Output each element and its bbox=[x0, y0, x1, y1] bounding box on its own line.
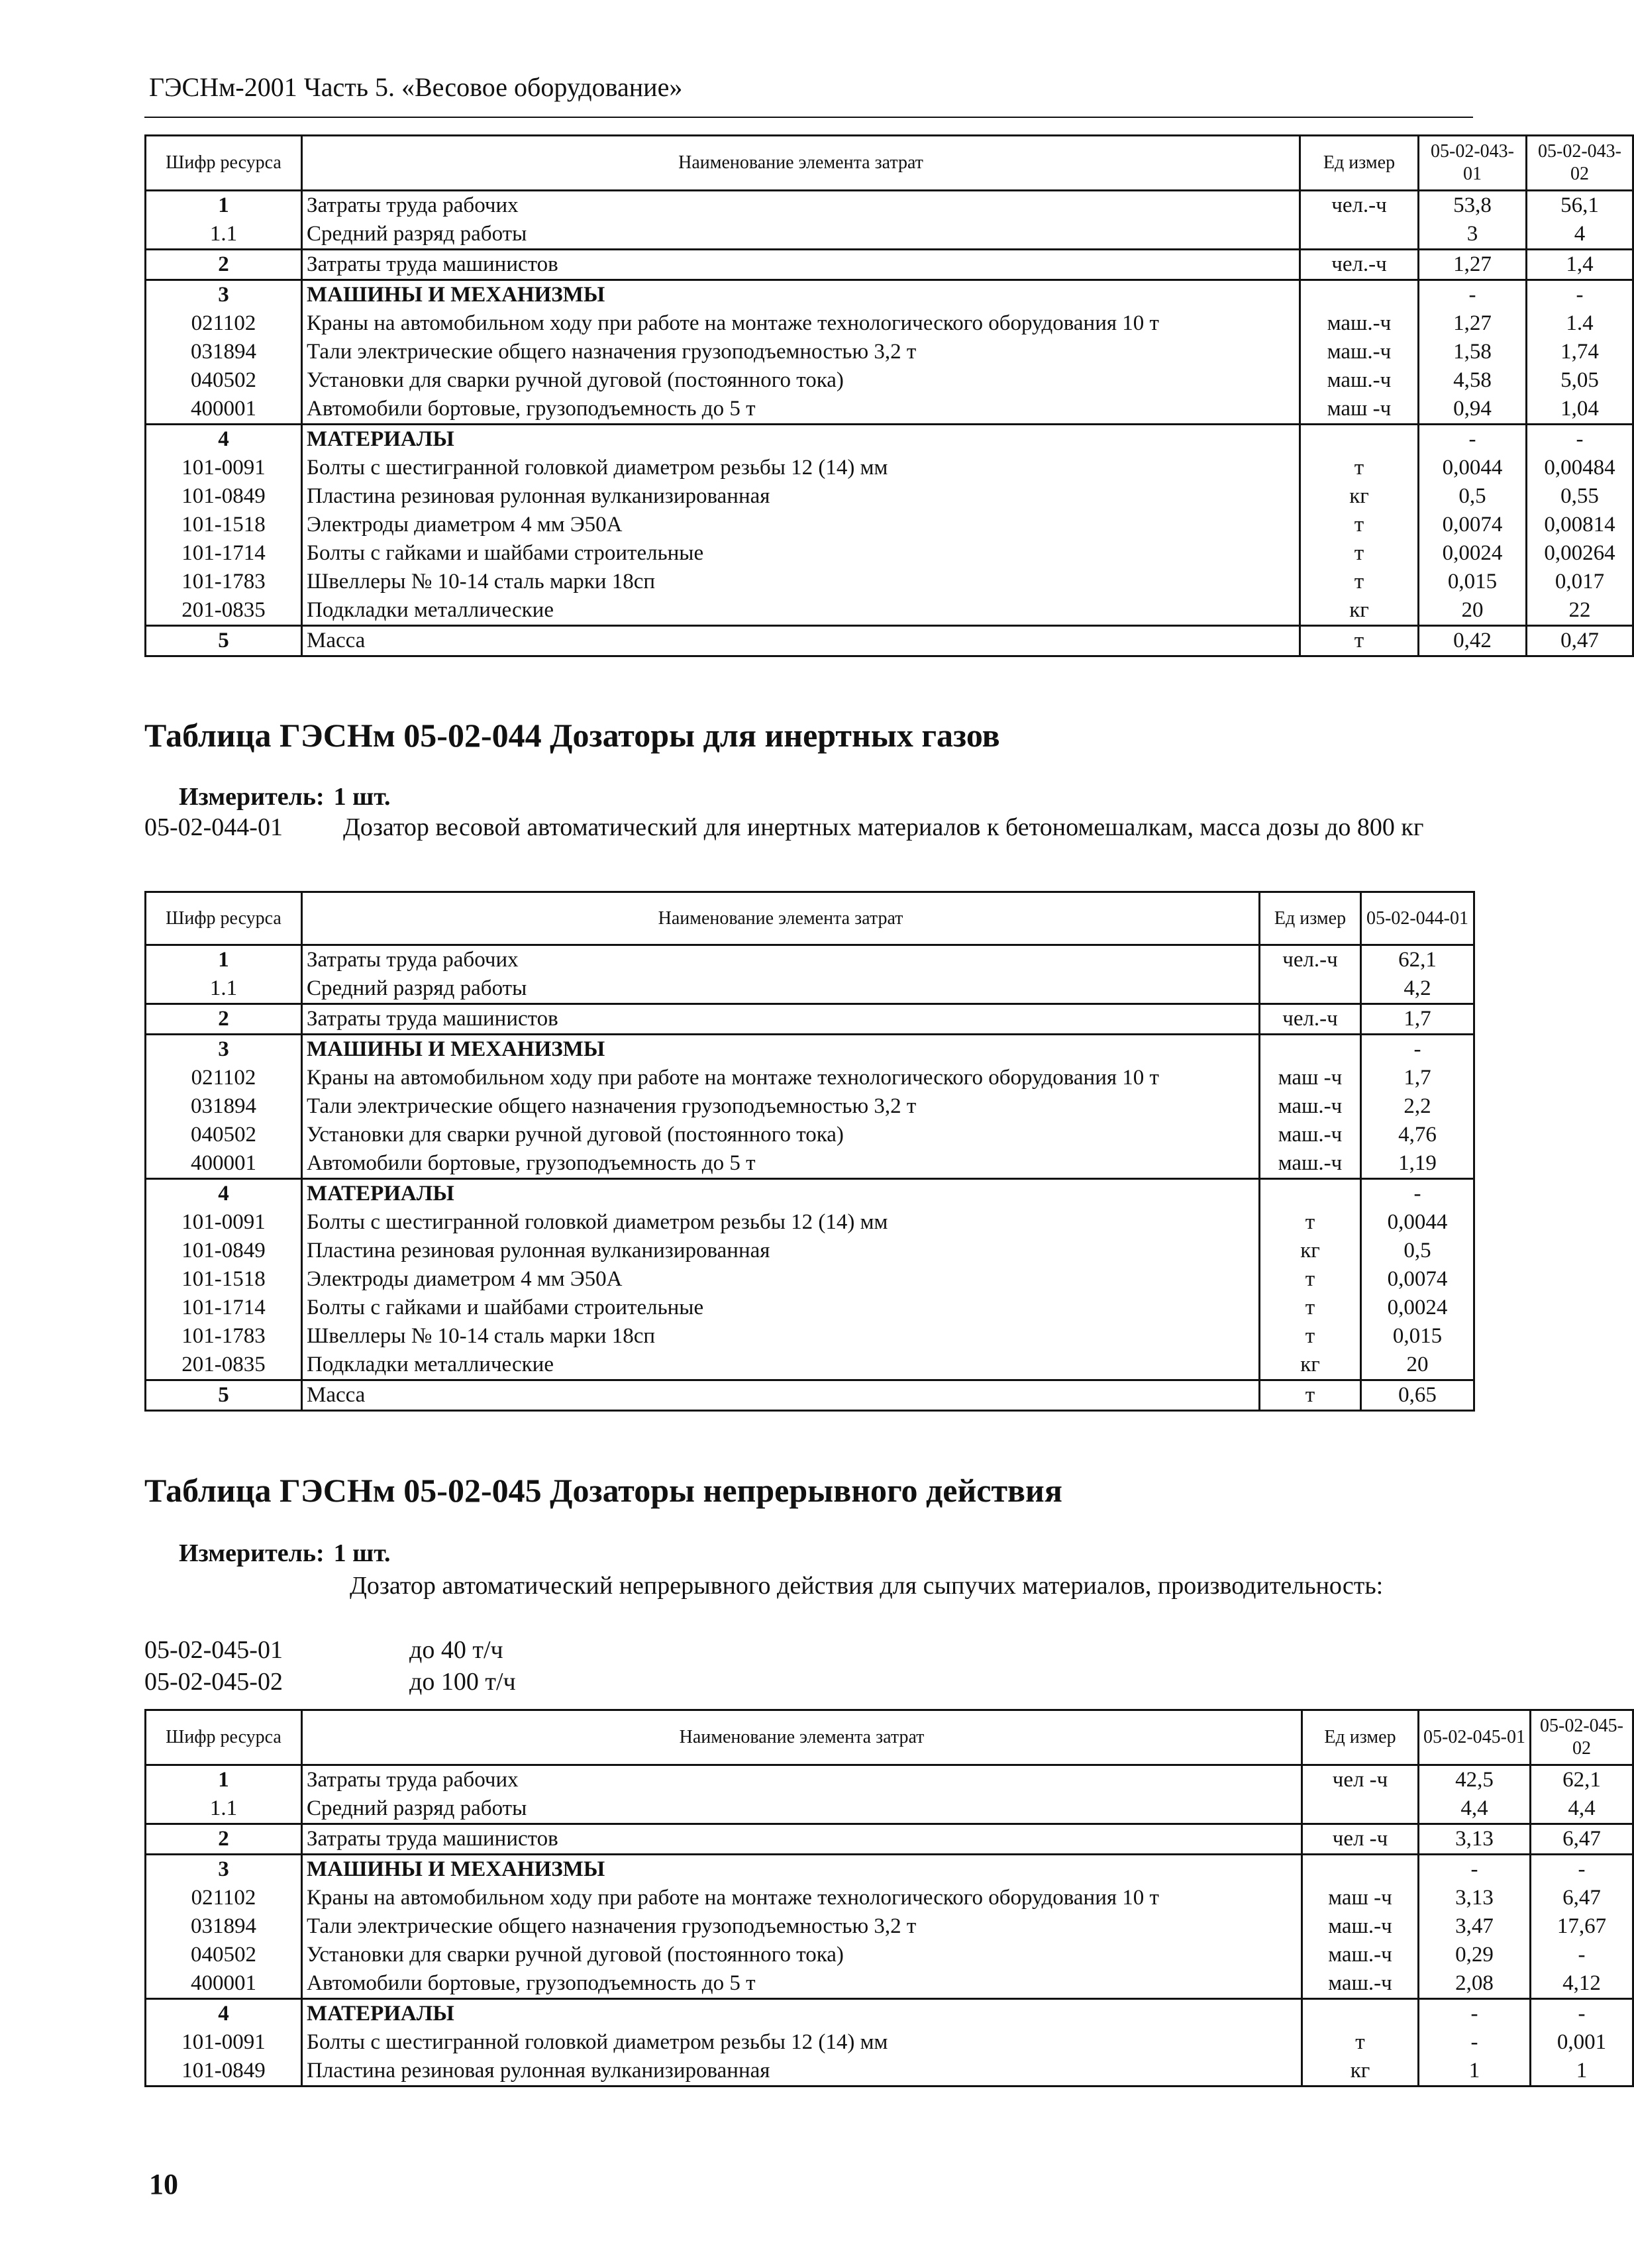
resource-name: Тали электрические общего назначения грузоподъемностью 3,2 т bbox=[302, 1912, 1302, 1941]
resource-code: 1.1 bbox=[146, 220, 302, 250]
norm-value: 4 bbox=[1527, 220, 1633, 250]
table-row bbox=[146, 366, 1633, 395]
norm-value: 0,5 bbox=[1361, 1237, 1474, 1265]
table-row bbox=[146, 1855, 1633, 1884]
table-row bbox=[146, 596, 1633, 626]
resource-name: МАШИНЫ И МЕХАНИЗМЫ bbox=[302, 280, 1300, 310]
table-row bbox=[146, 1969, 1633, 1999]
table-row bbox=[146, 1149, 1474, 1179]
unit-of-measure: т bbox=[1300, 511, 1419, 539]
norm-value: 1,4 bbox=[1527, 250, 1633, 280]
resource-name: Затраты труда машинистов bbox=[302, 1824, 1302, 1855]
norm-value: 1,27 bbox=[1419, 309, 1527, 338]
table-row bbox=[146, 1380, 1474, 1411]
table-row bbox=[146, 1912, 1633, 1941]
unit-of-measure: кг bbox=[1300, 482, 1419, 511]
table-row bbox=[146, 1237, 1474, 1265]
norm-value: 6,47 bbox=[1531, 1824, 1633, 1855]
table-row bbox=[146, 280, 1633, 310]
unit-of-measure bbox=[1302, 1794, 1419, 1824]
resource-table-045 bbox=[144, 1709, 1634, 2087]
norm-value: - bbox=[1419, 2028, 1531, 2057]
table-row bbox=[146, 1941, 1633, 1969]
table-row bbox=[146, 1322, 1474, 1351]
resource-name: Масса bbox=[302, 626, 1300, 656]
item-code: 05-02-045-02 bbox=[144, 1668, 283, 1696]
resource-name: Краны на автомобильном ходу при работе на монтаже технологического оборудования 10 т bbox=[302, 1064, 1260, 1092]
table-row bbox=[146, 511, 1633, 539]
resource-name: Затраты труда машинистов bbox=[302, 250, 1300, 280]
resource-code: 5 bbox=[146, 626, 302, 656]
norm-value: 42,5 bbox=[1419, 1765, 1531, 1795]
norm-value: 0,00484 bbox=[1527, 454, 1633, 482]
resource-table-044 bbox=[144, 891, 1475, 1412]
table-row bbox=[146, 974, 1474, 1004]
norm-value: 1 bbox=[1419, 2057, 1531, 2087]
item-code: 05-02-045-01 bbox=[144, 1636, 283, 1664]
measure-label: Измеритель: bbox=[179, 1539, 325, 1567]
resource-code: 031894 bbox=[146, 1912, 302, 1941]
norm-value: - bbox=[1531, 1941, 1633, 1969]
unit-of-measure: маш.-ч bbox=[1260, 1149, 1361, 1179]
unit-of-measure: т bbox=[1260, 1208, 1361, 1237]
column-header-norm: 05-02-043-02 bbox=[1527, 136, 1633, 191]
norm-value: 4,58 bbox=[1419, 366, 1527, 395]
resource-name: Тали электрические общего назначения грузоподъемностью 3,2 т bbox=[302, 1092, 1260, 1121]
unit-of-measure bbox=[1300, 425, 1419, 454]
resource-code: 5 bbox=[146, 1380, 302, 1411]
table-row bbox=[146, 1794, 1633, 1824]
norm-value: 0,0044 bbox=[1361, 1208, 1474, 1237]
measure-label: Измеритель: bbox=[179, 783, 325, 811]
norm-value: 0,001 bbox=[1531, 2028, 1633, 2057]
unit-of-measure: т bbox=[1300, 539, 1419, 568]
table-row bbox=[146, 191, 1633, 221]
table-row bbox=[146, 309, 1633, 338]
norm-value: 3,13 bbox=[1419, 1824, 1531, 1855]
table-row bbox=[146, 1884, 1633, 1912]
norm-value: 1.4 bbox=[1527, 309, 1633, 338]
resource-name: Пластина резиновая рулонная вулканизированная bbox=[302, 1237, 1260, 1265]
column-header-norm: 05-02-043-01 bbox=[1419, 136, 1527, 191]
norm-value: - bbox=[1419, 280, 1527, 310]
unit-of-measure bbox=[1260, 1179, 1361, 1209]
norm-value: 20 bbox=[1419, 596, 1527, 626]
norm-value: 1,04 bbox=[1527, 395, 1633, 425]
resource-name: Тали электрические общего назначения грузоподъемностью 3,2 т bbox=[302, 338, 1300, 366]
table-row bbox=[146, 1004, 1474, 1035]
norm-value: - bbox=[1531, 1999, 1633, 2029]
resource-name: Краны на автомобильном ходу при работе на монтаже технологического оборудования 10 т bbox=[302, 1884, 1302, 1912]
table-row bbox=[146, 425, 1633, 454]
unit-of-measure: т bbox=[1300, 626, 1419, 656]
resource-name: Электроды диаметром 4 мм Э50А bbox=[302, 511, 1300, 539]
resource-code: 040502 bbox=[146, 366, 302, 395]
unit-of-measure: чел.-ч bbox=[1300, 191, 1419, 221]
norm-value: 2,08 bbox=[1419, 1969, 1531, 1999]
resource-name: Болты с шестигранной головкой диаметром резьбы 12 (14) мм bbox=[302, 1208, 1260, 1237]
norm-value: 3,47 bbox=[1419, 1912, 1531, 1941]
unit-of-measure: маш.-ч bbox=[1302, 1969, 1419, 1999]
norm-value: 20 bbox=[1361, 1351, 1474, 1380]
resource-name: МАТЕРИАЛЫ bbox=[302, 1999, 1302, 2029]
unit-of-measure: кг bbox=[1300, 596, 1419, 626]
resource-code: 1.1 bbox=[146, 974, 302, 1004]
running-header: ГЭСНм-2001 Часть 5. «Весовое оборудование» bbox=[149, 72, 683, 102]
unit-of-measure: маш.-ч bbox=[1300, 309, 1419, 338]
column-header-code: Шифр ресурса bbox=[146, 136, 302, 191]
unit-of-measure: т bbox=[1260, 1322, 1361, 1351]
resource-code: 1 bbox=[146, 1765, 302, 1795]
resource-name: Швеллеры № 10-14 сталь марки 18сп bbox=[302, 1322, 1260, 1351]
unit-of-measure bbox=[1302, 1999, 1419, 2029]
item-description: Дозатор весовой автоматический для инертных материалов к бетономешалкам, масса дозы до 800 кг bbox=[343, 813, 1424, 841]
resource-name: Установки для сварки ручной дуговой (постоянного тока) bbox=[302, 1121, 1260, 1149]
resource-code: 040502 bbox=[146, 1121, 302, 1149]
resource-code: 2 bbox=[146, 1824, 302, 1855]
resource-name: Затраты труда рабочих bbox=[302, 945, 1260, 975]
resource-name: Болты с шестигранной головкой диаметром резьбы 12 (14) мм bbox=[302, 454, 1300, 482]
column-header-unit: Ед измер bbox=[1260, 892, 1361, 945]
unit-of-measure bbox=[1260, 974, 1361, 1004]
item-description: Дозатор автоматический непрерывного действия для сыпучих материалов, производительность: bbox=[350, 1572, 1384, 1600]
table-row bbox=[146, 2028, 1633, 2057]
norm-value: 62,1 bbox=[1531, 1765, 1633, 1795]
norm-value: 1,74 bbox=[1527, 338, 1633, 366]
table-row bbox=[146, 482, 1633, 511]
unit-of-measure: маш.-ч bbox=[1300, 366, 1419, 395]
column-header-name: Наименование элемента затрат bbox=[302, 136, 1300, 191]
unit-of-measure: маш -ч bbox=[1300, 395, 1419, 425]
unit-of-measure: кг bbox=[1302, 2057, 1419, 2087]
resource-code: 201-0835 bbox=[146, 596, 302, 626]
norm-value: 0,55 bbox=[1527, 482, 1633, 511]
table-row bbox=[146, 945, 1474, 975]
norm-value: 17,67 bbox=[1531, 1912, 1633, 1941]
norm-value: 1,58 bbox=[1419, 338, 1527, 366]
table-row bbox=[146, 1999, 1633, 2029]
resource-code: 101-1783 bbox=[146, 568, 302, 596]
resource-code: 1 bbox=[146, 191, 302, 221]
table-row bbox=[146, 1208, 1474, 1237]
norm-value: 1,7 bbox=[1361, 1064, 1474, 1092]
table-row bbox=[146, 2057, 1633, 2087]
resource-name: Масса bbox=[302, 1380, 1260, 1411]
page-number: 10 bbox=[149, 2168, 178, 2200]
table-title: Таблица ГЭСНм 05-02-045 Дозаторы непрерывного действия bbox=[144, 1472, 1062, 1509]
resource-code: 2 bbox=[146, 250, 302, 280]
norm-value: 0,017 bbox=[1527, 568, 1633, 596]
resource-code: 101-1783 bbox=[146, 1322, 302, 1351]
resource-name: Пластина резиновая рулонная вулканизированная bbox=[302, 482, 1300, 511]
table-row bbox=[146, 1265, 1474, 1294]
resource-name: Краны на автомобильном ходу при работе на монтаже технологического оборудования 10 т bbox=[302, 309, 1300, 338]
norm-value: - bbox=[1527, 280, 1633, 310]
resource-code: 400001 bbox=[146, 1149, 302, 1179]
resource-name: МАТЕРИАЛЫ bbox=[302, 425, 1300, 454]
resource-code: 4 bbox=[146, 425, 302, 454]
norm-value: 0,29 bbox=[1419, 1941, 1531, 1969]
resource-code: 101-1518 bbox=[146, 1265, 302, 1294]
norm-value: 0,65 bbox=[1361, 1380, 1474, 1411]
norm-value: 1,27 bbox=[1419, 250, 1527, 280]
norm-value: 0,5 bbox=[1419, 482, 1527, 511]
resource-code: 101-0849 bbox=[146, 482, 302, 511]
column-header-code: Шифр ресурса bbox=[146, 892, 302, 945]
resource-name: МАТЕРИАЛЫ bbox=[302, 1179, 1260, 1209]
resource-code: 400001 bbox=[146, 395, 302, 425]
norm-value: 1,19 bbox=[1361, 1149, 1474, 1179]
norm-value: 0,0074 bbox=[1419, 511, 1527, 539]
resource-name: Пластина резиновая рулонная вулканизированная bbox=[302, 2057, 1302, 2087]
column-header-norm: 05-02-045-02 bbox=[1531, 1710, 1633, 1765]
resource-code: 101-0091 bbox=[146, 1208, 302, 1237]
table-row bbox=[146, 1064, 1474, 1092]
resource-code: 4 bbox=[146, 1999, 302, 2029]
norm-value: 4,2 bbox=[1361, 974, 1474, 1004]
norm-value: 0,0024 bbox=[1419, 539, 1527, 568]
unit-of-measure bbox=[1302, 1855, 1419, 1884]
norm-value: 53,8 bbox=[1419, 191, 1527, 221]
norm-value: - bbox=[1419, 425, 1527, 454]
resource-name: Электроды диаметром 4 мм Э50А bbox=[302, 1265, 1260, 1294]
resource-code: 101-0849 bbox=[146, 2057, 302, 2087]
resource-code: 3 bbox=[146, 280, 302, 310]
resource-code: 031894 bbox=[146, 338, 302, 366]
resource-code: 1.1 bbox=[146, 1794, 302, 1824]
norm-value: 62,1 bbox=[1361, 945, 1474, 975]
resource-name: Затраты труда рабочих bbox=[302, 191, 1300, 221]
table-row bbox=[146, 568, 1633, 596]
unit-of-measure: кг bbox=[1260, 1351, 1361, 1380]
unit-of-measure: т bbox=[1260, 1265, 1361, 1294]
unit-of-measure: т bbox=[1300, 568, 1419, 596]
resource-name: Подкладки металлические bbox=[302, 596, 1300, 626]
resource-code: 040502 bbox=[146, 1941, 302, 1969]
resource-code: 101-0091 bbox=[146, 454, 302, 482]
resource-name: Болты с гайками и шайбами строительные bbox=[302, 539, 1300, 568]
resource-code: 021102 bbox=[146, 309, 302, 338]
resource-name: Болты с гайками и шайбами строительные bbox=[302, 1294, 1260, 1322]
norm-value: 56,1 bbox=[1527, 191, 1633, 221]
resource-code: 1 bbox=[146, 945, 302, 975]
unit-of-measure: чел -ч bbox=[1302, 1824, 1419, 1855]
resource-name: Затраты труда машинистов bbox=[302, 1004, 1260, 1035]
norm-value: 5,05 bbox=[1527, 366, 1633, 395]
table-row bbox=[146, 626, 1633, 656]
table-row bbox=[146, 1294, 1474, 1322]
norm-value: 0,42 bbox=[1419, 626, 1527, 656]
norm-value: 1 bbox=[1531, 2057, 1633, 2087]
resource-name: Швеллеры № 10-14 сталь марки 18сп bbox=[302, 568, 1300, 596]
norm-value: 2,2 bbox=[1361, 1092, 1474, 1121]
unit-of-measure: маш.-ч bbox=[1260, 1121, 1361, 1149]
resource-name: Автомобили бортовые, грузоподъемность до 5 т bbox=[302, 1149, 1260, 1179]
table-row bbox=[146, 1824, 1633, 1855]
unit-of-measure: т bbox=[1260, 1294, 1361, 1322]
header-rule bbox=[144, 117, 1473, 118]
unit-of-measure: кг bbox=[1260, 1237, 1361, 1265]
resource-code: 3 bbox=[146, 1035, 302, 1064]
unit-of-measure bbox=[1260, 1035, 1361, 1064]
resource-code: 101-0091 bbox=[146, 2028, 302, 2057]
norm-value: 3 bbox=[1419, 220, 1527, 250]
table-row bbox=[146, 250, 1633, 280]
resource-code: 031894 bbox=[146, 1092, 302, 1121]
unit-of-measure: маш.-ч bbox=[1302, 1941, 1419, 1969]
norm-value: 0,00814 bbox=[1527, 511, 1633, 539]
resource-code: 021102 bbox=[146, 1884, 302, 1912]
resource-name: Средний разряд работы bbox=[302, 1794, 1302, 1824]
table-row bbox=[146, 1092, 1474, 1121]
unit-of-measure: т bbox=[1300, 454, 1419, 482]
unit-of-measure: маш -ч bbox=[1260, 1064, 1361, 1092]
resource-code: 021102 bbox=[146, 1064, 302, 1092]
resource-code: 101-1714 bbox=[146, 539, 302, 568]
unit-of-measure: маш -ч bbox=[1302, 1884, 1419, 1912]
norm-value: 4,76 bbox=[1361, 1121, 1474, 1149]
resource-code: 4 bbox=[146, 1179, 302, 1209]
item-variant: до 100 т/ч bbox=[409, 1668, 516, 1696]
unit-of-measure: чел.-ч bbox=[1260, 945, 1361, 975]
unit-of-measure: т bbox=[1302, 2028, 1419, 2057]
table-row bbox=[146, 539, 1633, 568]
norm-value: 3,13 bbox=[1419, 1884, 1531, 1912]
table-title: Таблица ГЭСНм 05-02-044 Дозаторы для инертных газов bbox=[144, 717, 1000, 754]
column-header-norm: 05-02-045-01 bbox=[1419, 1710, 1531, 1765]
unit-of-measure: маш.-ч bbox=[1302, 1912, 1419, 1941]
table-row bbox=[146, 395, 1633, 425]
norm-value: 0,47 bbox=[1527, 626, 1633, 656]
resource-name: Болты с шестигранной головкой диаметром резьбы 12 (14) мм bbox=[302, 2028, 1302, 2057]
column-header-name: Наименование элемента затрат bbox=[302, 1710, 1302, 1765]
resource-name: Подкладки металлические bbox=[302, 1351, 1260, 1380]
resource-name: Автомобили бортовые, грузоподъемность до 5 т bbox=[302, 1969, 1302, 1999]
norm-value: - bbox=[1527, 425, 1633, 454]
norm-value: 0,00264 bbox=[1527, 539, 1633, 568]
column-header-norm: 05-02-044-01 bbox=[1361, 892, 1474, 945]
resource-name: Средний разряд работы bbox=[302, 974, 1260, 1004]
resource-name: Затраты труда рабочих bbox=[302, 1765, 1302, 1795]
resource-code: 2 bbox=[146, 1004, 302, 1035]
table-row bbox=[146, 454, 1633, 482]
measure-value: 1 шт. bbox=[333, 1539, 391, 1567]
measure-line bbox=[179, 1538, 391, 1569]
resource-table-043 bbox=[144, 134, 1634, 657]
resource-name: Установки для сварки ручной дуговой (постоянного тока) bbox=[302, 1941, 1302, 1969]
norm-value: 0,0024 bbox=[1361, 1294, 1474, 1322]
unit-of-measure: чел -ч bbox=[1302, 1765, 1419, 1795]
unit-of-measure: чел.-ч bbox=[1260, 1004, 1361, 1035]
resource-name: Средний разряд работы bbox=[302, 220, 1300, 250]
norm-value: 0,0074 bbox=[1361, 1265, 1474, 1294]
column-header-unit: Ед измер bbox=[1302, 1710, 1419, 1765]
norm-value: 0,015 bbox=[1361, 1322, 1474, 1351]
norm-value: 4,4 bbox=[1419, 1794, 1531, 1824]
measure-line bbox=[179, 782, 391, 812]
item-code: 05-02-044-01 bbox=[144, 813, 283, 841]
column-header-name: Наименование элемента затрат bbox=[302, 892, 1260, 945]
resource-code: 101-1518 bbox=[146, 511, 302, 539]
norm-value: - bbox=[1419, 1999, 1531, 2029]
resource-name: Установки для сварки ручной дуговой (постоянного тока) bbox=[302, 366, 1300, 395]
norm-value: - bbox=[1361, 1179, 1474, 1209]
table-row bbox=[146, 1179, 1474, 1209]
measure-value: 1 шт. bbox=[333, 783, 391, 811]
table-row bbox=[146, 1035, 1474, 1064]
norm-value: - bbox=[1531, 1855, 1633, 1884]
column-header-unit: Ед измер bbox=[1300, 136, 1419, 191]
resource-code: 201-0835 bbox=[146, 1351, 302, 1380]
resource-code: 3 bbox=[146, 1855, 302, 1884]
table-row bbox=[146, 1121, 1474, 1149]
table-row bbox=[146, 338, 1633, 366]
table-row bbox=[146, 1351, 1474, 1380]
resource-name: МАШИНЫ И МЕХАНИЗМЫ bbox=[302, 1035, 1260, 1064]
unit-of-measure: маш.-ч bbox=[1300, 338, 1419, 366]
norm-value: 6,47 bbox=[1531, 1884, 1633, 1912]
column-header-code: Шифр ресурса bbox=[146, 1710, 302, 1765]
norm-value: - bbox=[1419, 1855, 1531, 1884]
norm-value: 0,0044 bbox=[1419, 454, 1527, 482]
norm-value: 22 bbox=[1527, 596, 1633, 626]
unit-of-measure bbox=[1300, 220, 1419, 250]
norm-value: 4,4 bbox=[1531, 1794, 1633, 1824]
unit-of-measure: чел.-ч bbox=[1300, 250, 1419, 280]
unit-of-measure: маш.-ч bbox=[1260, 1092, 1361, 1121]
norm-value: 0,94 bbox=[1419, 395, 1527, 425]
norm-value: 4,12 bbox=[1531, 1969, 1633, 1999]
resource-name: Автомобили бортовые, грузоподъемность до 5 т bbox=[302, 395, 1300, 425]
unit-of-measure: т bbox=[1260, 1380, 1361, 1411]
norm-value: 1,7 bbox=[1361, 1004, 1474, 1035]
resource-name: МАШИНЫ И МЕХАНИЗМЫ bbox=[302, 1855, 1302, 1884]
norm-value: - bbox=[1361, 1035, 1474, 1064]
table-row bbox=[146, 220, 1633, 250]
norm-value: 0,015 bbox=[1419, 568, 1527, 596]
resource-code: 400001 bbox=[146, 1969, 302, 1999]
resource-code: 101-1714 bbox=[146, 1294, 302, 1322]
table-row bbox=[146, 1765, 1633, 1795]
resource-code: 101-0849 bbox=[146, 1237, 302, 1265]
item-variant: до 40 т/ч bbox=[409, 1636, 503, 1664]
unit-of-measure bbox=[1300, 280, 1419, 310]
